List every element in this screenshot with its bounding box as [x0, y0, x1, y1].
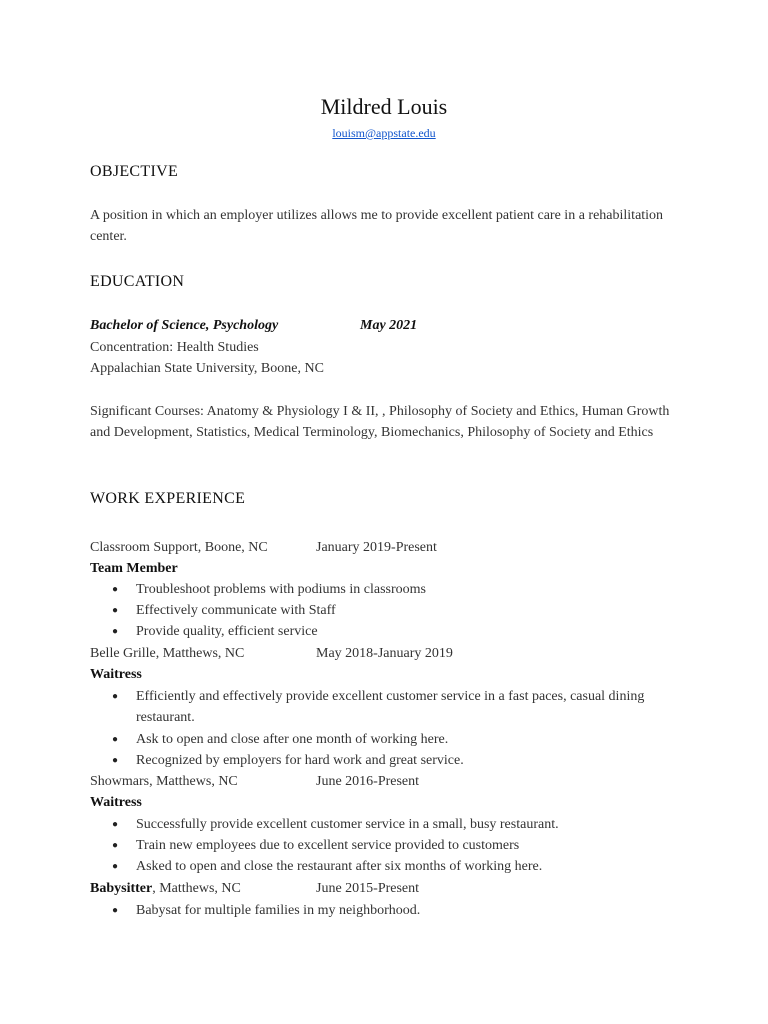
bullet-icon: ●: [112, 755, 119, 766]
job-title: Team Member: [90, 561, 178, 576]
job-dates: January 2019-Present: [316, 540, 437, 555]
email-link[interactable]: louism@appstate.edu: [332, 126, 436, 140]
job-employer: Belle Grille, Matthews, NC: [90, 646, 245, 661]
objective-heading: OBJECTIVE: [90, 163, 179, 180]
education-heading: EDUCATION: [90, 273, 185, 290]
job-bullet: Recognized by employers for hard work and great service.: [136, 753, 464, 768]
bullet-icon: ●: [112, 626, 119, 637]
job-bullet: Provide quality, efficient service: [136, 624, 318, 639]
job-title: Babysitter: [90, 881, 153, 896]
job-employer: Classroom Support, Boone, NC: [90, 540, 268, 555]
job-bullet: Ask to open and close after one month of working here.: [136, 732, 449, 747]
bullet-icon: ●: [112, 819, 119, 830]
job-dates: June 2015-Present: [316, 881, 420, 896]
degree-date: May 2021: [360, 318, 418, 333]
job-employer-line: [90, 878, 241, 899]
job-bullet: Efficiently and effectively provide excellent customer service in a fast paces, casual dining restaurant.: [136, 689, 645, 725]
concentration: Concentration: Health Studies: [90, 340, 259, 355]
bullet-icon: ●: [112, 605, 119, 616]
applicant-name: Mildred Louis: [320, 94, 448, 119]
job-dates: June 2016-Present: [316, 774, 420, 789]
significant-courses: Significant Courses: Anatomy & Physiology I & II, , Philosophy of Society and Ethics, Human Growth and Development, Statistics, Medical Terminology, Biomechanics, Philosophy of Society and Ethics: [90, 404, 670, 440]
job-dates: May 2018-January 2019: [316, 646, 453, 661]
job-bullet: Troubleshoot problems with podiums in classrooms: [136, 582, 426, 597]
bullet-icon: ●: [112, 905, 119, 916]
work-heading: WORK EXPERIENCE: [90, 490, 246, 507]
job-bullet: Train new employees due to excellent service provided to customers: [136, 838, 520, 853]
job-employer: Showmars, Matthews, NC: [90, 774, 238, 789]
bullet-icon: ●: [112, 691, 119, 702]
job-bullet: Effectively communicate with Staff: [136, 603, 336, 618]
bullet-icon: ●: [112, 734, 119, 745]
job-employer: , Matthews, NC: [152, 881, 241, 896]
bullet-icon: ●: [112, 840, 119, 851]
job-bullet: Successfully provide excellent customer service in a small, busy restaurant.: [136, 817, 559, 832]
degree-title: Bachelor of Science, Psychology: [90, 318, 279, 333]
school: Appalachian State University, Boone, NC: [90, 361, 324, 376]
bullet-icon: ●: [112, 584, 119, 595]
job-title: Waitress: [90, 795, 142, 810]
objective-text: A position in which an employer utilizes allows me to provide excellent patient care in a rehabilitation center.: [90, 208, 664, 244]
bullet-icon: ●: [112, 861, 119, 872]
job-bullet: Asked to open and close the restaurant after six months of working here.: [136, 859, 543, 874]
email-line: [0, 126, 768, 140]
job-bullet: Babysat for multiple families in my neighborhood.: [136, 903, 421, 918]
job-title: Waitress: [90, 667, 142, 682]
